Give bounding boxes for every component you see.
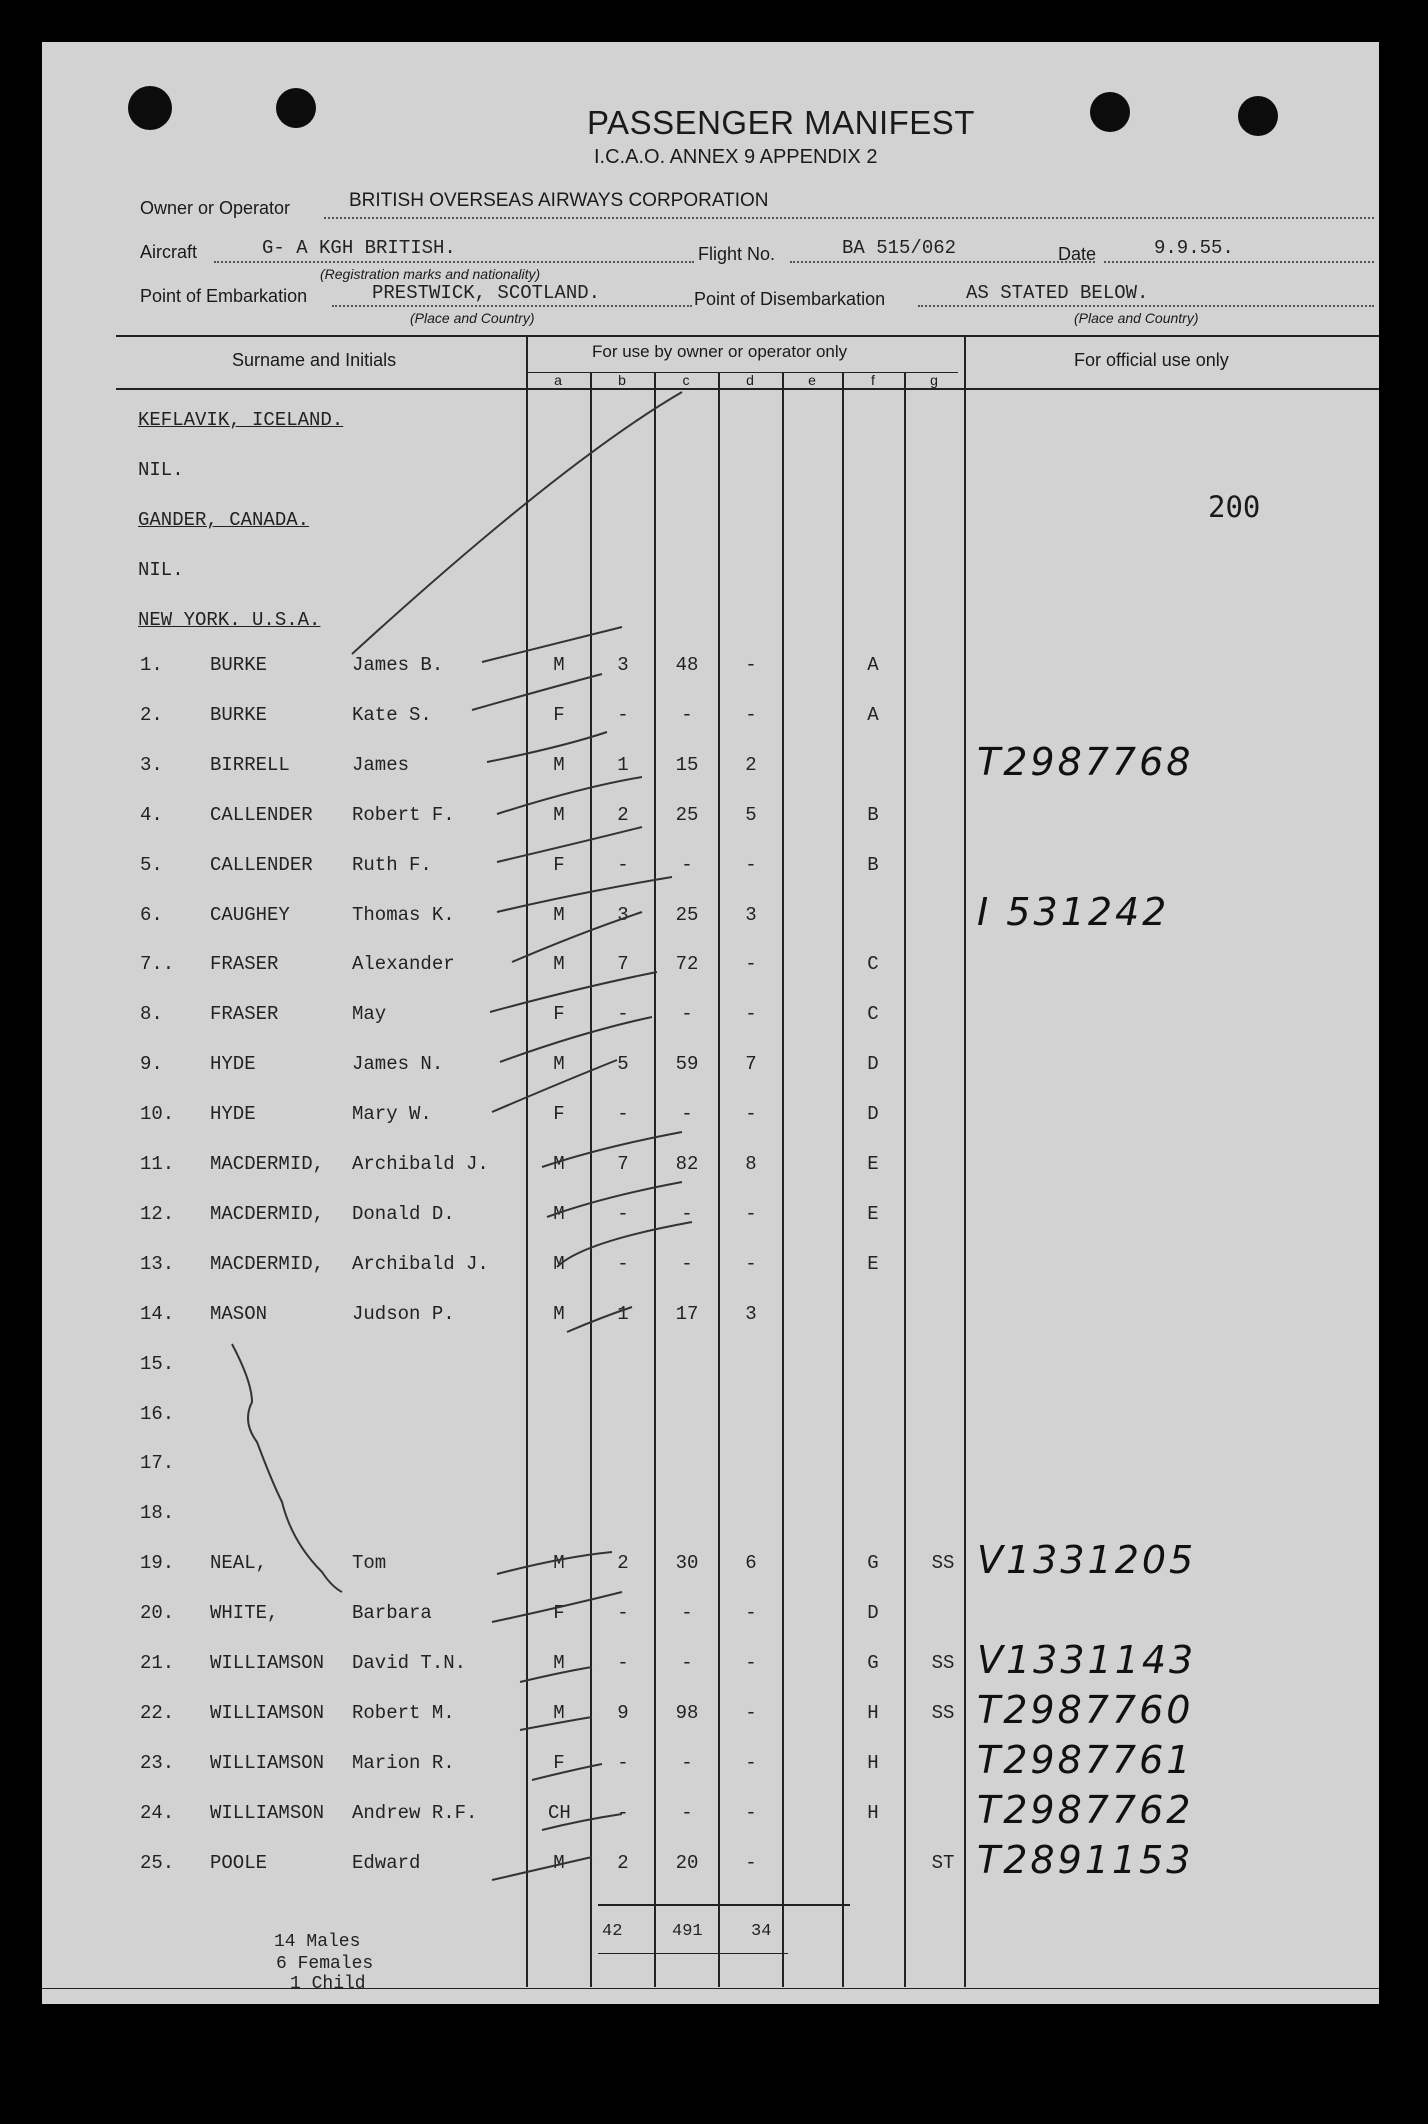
row-number: 21.: [140, 1652, 175, 1674]
row-col-f: G: [867, 1652, 879, 1674]
disembark-value: AS STATED BELOW.: [966, 282, 1149, 304]
row-number: 4.: [140, 803, 163, 826]
row-col-d: -: [745, 1652, 757, 1674]
row-given-names: Ruth F.: [352, 853, 432, 876]
row-number: 17.: [140, 1452, 175, 1475]
row-surname: WHITE,: [210, 1602, 279, 1625]
bottom-line: [42, 1988, 1379, 1989]
row-surname: POOLE: [210, 1851, 268, 1874]
row-col-d: -: [745, 853, 757, 876]
row-col-a: CH: [548, 1801, 571, 1824]
row-col-a: F: [553, 1003, 565, 1026]
summary-child: 1 Child: [290, 1974, 366, 1994]
row-col-b: 2: [617, 803, 629, 826]
embark-value: PRESTWICK, SCOTLAND.: [372, 282, 601, 304]
official-column-header: For official use only: [1074, 350, 1229, 370]
row-col-c: 98: [675, 1701, 699, 1724]
row-number: 20.: [140, 1602, 175, 1625]
row-col-b: 1: [617, 1302, 629, 1325]
row-col-c: 59: [675, 1053, 699, 1076]
row-col-b: 3: [617, 903, 629, 926]
summary-males: 14 Males: [274, 1932, 361, 1952]
row-col-b: 9: [617, 1701, 629, 1724]
row-surname: WILLIAMSON: [210, 1652, 325, 1674]
row-number: 9.: [140, 1053, 163, 1076]
manifest-page: [42, 42, 1379, 2004]
row-col-a: M: [553, 803, 565, 826]
row-col-c: -: [681, 1801, 693, 1824]
date-dots: [1104, 261, 1374, 263]
row-col-b: 5: [617, 1053, 629, 1076]
row-col-c: 25: [675, 803, 699, 826]
row-col-b: -: [617, 1602, 629, 1625]
row-official-number: V1331143: [977, 1638, 1197, 1682]
row-surname: BIRRELL: [210, 753, 290, 776]
row-col-a: M: [553, 1252, 565, 1275]
row-col-c: 48: [675, 654, 699, 676]
col-b-right: [654, 372, 656, 1987]
row-col-b: -: [617, 1202, 629, 1225]
flight-value: BA 515/062: [842, 237, 957, 259]
row-number: 12.: [140, 1202, 175, 1225]
row-surname: BURKE: [210, 703, 268, 726]
row-number: 7..: [140, 953, 175, 976]
row-col-c: -: [681, 1602, 693, 1625]
section-keflavik-nil: NIL.: [138, 459, 184, 481]
row-col-a: M: [553, 1851, 565, 1874]
disembark-note: (Place and Country): [1074, 310, 1199, 326]
row-number: 18.: [140, 1502, 175, 1525]
row-col-g: SS: [931, 1552, 955, 1575]
row-col-d: -: [745, 1003, 757, 1026]
sub-col-c: c: [682, 372, 690, 388]
row-official-number: I 531242: [977, 889, 1170, 934]
row-col-b: -: [617, 1003, 629, 1026]
surname-column-header: Surname and Initials: [232, 350, 397, 370]
punch-hole-4: [1238, 96, 1278, 136]
embark-label: Point of Embarkation: [140, 286, 308, 306]
row-col-f: D: [867, 1602, 879, 1625]
row-col-f: A: [867, 654, 879, 676]
row-col-d: 3: [745, 903, 757, 926]
row-number: 15.: [140, 1352, 175, 1375]
row-number: 5.: [140, 853, 163, 876]
row-col-f: D: [867, 1103, 879, 1126]
row-given-names: James N.: [352, 1053, 444, 1076]
row-col-b: -: [617, 703, 629, 726]
row-number: 13.: [140, 1252, 175, 1275]
row-surname: CAUGHEY: [210, 903, 290, 926]
section-keflavik: KEFLAVIK, ICELAND.: [138, 409, 344, 431]
row-col-f: A: [867, 703, 879, 726]
section-gander: GANDER, CANADA.: [138, 509, 310, 531]
owner-label: Owner or Operator: [140, 198, 291, 218]
section-new-york: NEW YORK. U.S.A.: [138, 609, 321, 631]
row-number: 24.: [140, 1801, 175, 1824]
row-col-f: E: [867, 1202, 879, 1225]
row-col-d: -: [745, 1202, 757, 1225]
row-col-d: -: [745, 953, 757, 976]
row-surname: FRASER: [210, 1003, 279, 1026]
row-official-number: T2987762: [977, 1787, 1194, 1832]
sub-col-a: a: [554, 372, 562, 388]
row-col-c: 17: [675, 1302, 699, 1325]
row-col-b: -: [617, 1751, 629, 1774]
table-top-line: [116, 335, 1379, 337]
total-c: 491: [672, 1922, 703, 1941]
row-number: 2.: [140, 703, 163, 726]
row-col-a: M: [553, 1652, 565, 1674]
row-col-d: 3: [745, 1302, 757, 1325]
row-surname: BURKE: [210, 654, 268, 676]
row-surname: HYDE: [210, 1103, 256, 1126]
row-col-f: H: [867, 1751, 879, 1774]
row-col-c: -: [681, 1652, 693, 1674]
row-col-d: 6: [745, 1552, 757, 1575]
row-col-d: -: [745, 1252, 757, 1275]
row-col-f: H: [867, 1801, 879, 1824]
row-col-b: -: [617, 1103, 629, 1126]
row-col-a: M: [553, 1701, 565, 1724]
row-given-names: Mary W.: [352, 1103, 432, 1126]
embark-dots: [332, 305, 692, 307]
row-col-a: M: [553, 1302, 565, 1325]
official-note-200: 200: [1208, 490, 1261, 524]
row-col-g: SS: [931, 1701, 955, 1724]
row-col-c: -: [681, 1751, 693, 1774]
row-number: 23.: [140, 1751, 175, 1774]
aircraft-dots: [214, 261, 694, 263]
row-col-f: B: [867, 803, 879, 826]
row-col-f: G: [867, 1552, 879, 1575]
row-given-names: Marion R.: [352, 1751, 455, 1774]
totals-underline: [598, 1953, 788, 1954]
row-col-c: 82: [675, 1153, 699, 1175]
row-col-a: F: [553, 1103, 565, 1126]
row-surname: MASON: [210, 1302, 268, 1325]
row-official-number: V1331205: [977, 1538, 1197, 1583]
row-number: 25.: [140, 1851, 175, 1874]
row-given-names: Robert F.: [352, 803, 455, 826]
row-col-b: 2: [617, 1552, 629, 1575]
row-col-d: -: [745, 1751, 757, 1774]
row-given-names: Archibald J.: [352, 1252, 489, 1275]
row-col-c: -: [681, 1252, 693, 1275]
row-col-f: D: [867, 1053, 879, 1076]
owner-dots: [324, 217, 1374, 219]
row-number: 8.: [140, 1003, 163, 1026]
col-a-right: [590, 372, 592, 1987]
aircraft-value: G- A KGH BRITISH.: [262, 237, 456, 259]
row-number: 10.: [140, 1103, 175, 1126]
col-e-right: [842, 372, 844, 1987]
row-col-d: -: [745, 703, 757, 726]
row-given-names: Tom: [352, 1552, 387, 1575]
row-official-number: T2987761: [977, 1737, 1194, 1782]
total-b: 42: [602, 1922, 623, 1941]
row-official-number: T2891153: [977, 1837, 1194, 1882]
row-surname: FRASER: [210, 953, 279, 976]
row-given-names: Judson P.: [352, 1302, 455, 1325]
row-number: 16.: [140, 1402, 175, 1425]
row-col-b: 7: [617, 953, 629, 976]
row-surname: HYDE: [210, 1053, 256, 1076]
row-col-a: M: [553, 654, 565, 676]
row-col-f: C: [867, 953, 879, 976]
row-given-names: Alexander: [352, 953, 455, 976]
row-col-c: -: [681, 1103, 693, 1126]
col-f-right: [904, 372, 906, 1987]
row-given-names: Archibald J.: [352, 1153, 489, 1175]
row-col-b: 2: [617, 1851, 629, 1874]
date-value: 9.9.55.: [1154, 237, 1234, 259]
row-given-names: Kate S.: [352, 703, 432, 726]
row-col-f: E: [867, 1153, 879, 1175]
row-number: 19.: [140, 1552, 175, 1575]
row-col-d: 8: [745, 1153, 757, 1175]
row-surname: WILLIAMSON: [210, 1701, 325, 1724]
row-official-number: T2987768: [977, 739, 1194, 784]
row-given-names: Andrew R.F.: [352, 1801, 478, 1824]
row-col-d: 2: [745, 753, 757, 776]
col-c-right: [718, 372, 720, 1987]
owner-value: BRITISH OVERSEAS AIRWAYS CORPORATION: [349, 190, 769, 211]
page-title: PASSENGER MANIFEST: [587, 104, 975, 141]
row-col-f: B: [867, 853, 879, 876]
aircraft-label: Aircraft: [140, 242, 198, 262]
row-surname: WILLIAMSON: [210, 1801, 325, 1824]
row-col-b: -: [617, 853, 629, 876]
row-number: 14.: [140, 1302, 175, 1325]
row-col-g: SS: [931, 1652, 955, 1674]
row-col-d: -: [745, 654, 757, 676]
row-col-g: ST: [931, 1851, 955, 1874]
row-col-b: 3: [617, 654, 629, 676]
row-col-c: -: [681, 1202, 693, 1225]
disembark-dots: [918, 305, 1374, 307]
disembark-label: Point of Disembarkation: [694, 289, 886, 309]
row-col-a: F: [553, 1751, 565, 1774]
col-g-right: [964, 335, 966, 1987]
date-label: Date: [1058, 244, 1097, 264]
row-col-b: -: [617, 1652, 629, 1674]
row-number: 6.: [140, 903, 163, 926]
row-surname: NEAL,: [210, 1552, 268, 1575]
row-col-d: -: [745, 1103, 757, 1126]
row-surname: MACDERMID,: [210, 1252, 325, 1275]
row-number: 3.: [140, 753, 163, 776]
totals-top-line: [598, 1904, 850, 1906]
row-col-a: M: [553, 903, 565, 926]
row-col-d: -: [745, 1851, 757, 1874]
row-col-c: 72: [675, 953, 699, 976]
row-col-a: F: [553, 1602, 565, 1625]
embark-note: (Place and Country): [410, 310, 535, 326]
row-col-c: -: [681, 703, 693, 726]
row-number: 22.: [140, 1701, 175, 1724]
row-col-a: M: [553, 953, 565, 976]
row-col-b: -: [617, 1801, 629, 1824]
row-col-a: M: [553, 1053, 565, 1076]
sub-col-d: d: [746, 372, 754, 388]
row-col-d: -: [745, 1801, 757, 1824]
row-surname: MACDERMID,: [210, 1153, 325, 1175]
row-col-c: 30: [675, 1552, 699, 1575]
flight-dots: [790, 261, 1095, 263]
row-col-f: E: [867, 1252, 879, 1275]
row-given-names: May: [352, 1003, 387, 1026]
row-given-names: Thomas K.: [352, 903, 455, 926]
sub-col-g: g: [930, 372, 938, 388]
summary-females: 6 Females: [276, 1954, 374, 1974]
sub-col-b: b: [618, 372, 626, 388]
operator-column-header: For use by owner or operator only: [592, 342, 848, 361]
section-gander-nil: NIL.: [138, 559, 184, 581]
row-given-names: James B.: [352, 654, 444, 676]
aircraft-note: (Registration marks and nationality): [320, 266, 541, 282]
row-col-a: M: [553, 753, 565, 776]
row-given-names: Robert M.: [352, 1701, 455, 1724]
row-col-b: 1: [617, 753, 629, 776]
header-bottom-line: [116, 388, 1379, 390]
row-given-names: Donald D.: [352, 1202, 455, 1225]
row-col-c: -: [681, 1003, 693, 1026]
row-surname: CALLENDER: [210, 853, 313, 876]
punch-hole-1: [128, 86, 172, 130]
row-number: 11.: [140, 1153, 175, 1175]
row-col-b: -: [617, 1252, 629, 1275]
row-col-c: 25: [675, 903, 699, 926]
sub-col-e: e: [808, 372, 816, 388]
col-a-left: [526, 335, 528, 1987]
row-col-c: 20: [675, 1851, 699, 1874]
row-col-a: M: [553, 1202, 565, 1225]
row-number: 1.: [140, 654, 163, 676]
row-col-f: H: [867, 1701, 879, 1724]
row-col-d: -: [745, 1602, 757, 1625]
row-col-b: 7: [617, 1153, 629, 1175]
row-col-d: 7: [745, 1053, 757, 1076]
flight-label: Flight No.: [698, 244, 776, 264]
row-official-number: T2987760: [977, 1687, 1194, 1732]
row-col-c: -: [681, 853, 693, 876]
total-d: 34: [751, 1922, 772, 1941]
row-col-d: -: [745, 1701, 757, 1724]
row-surname: WILLIAMSON: [210, 1751, 325, 1774]
row-col-f: C: [867, 1003, 879, 1026]
punch-hole-3: [1090, 92, 1130, 132]
row-given-names: Edward: [352, 1851, 421, 1874]
row-col-a: M: [553, 1153, 565, 1175]
row-given-names: Barbara: [352, 1602, 432, 1625]
row-given-names: James: [352, 753, 410, 776]
punch-hole-2: [276, 88, 316, 128]
row-col-d: 5: [745, 803, 757, 826]
row-surname: MACDERMID,: [210, 1202, 325, 1225]
row-given-names: David T.N.: [352, 1652, 467, 1674]
row-col-a: F: [553, 853, 565, 876]
page-subtitle: I.C.A.O. ANNEX 9 APPENDIX 2: [594, 146, 878, 168]
row-col-c: 15: [675, 753, 699, 776]
row-col-a: M: [553, 1552, 565, 1575]
row-surname: CALLENDER: [210, 803, 313, 826]
col-d-right: [782, 372, 784, 1987]
row-col-a: F: [553, 703, 565, 726]
sub-col-f: f: [871, 372, 875, 388]
